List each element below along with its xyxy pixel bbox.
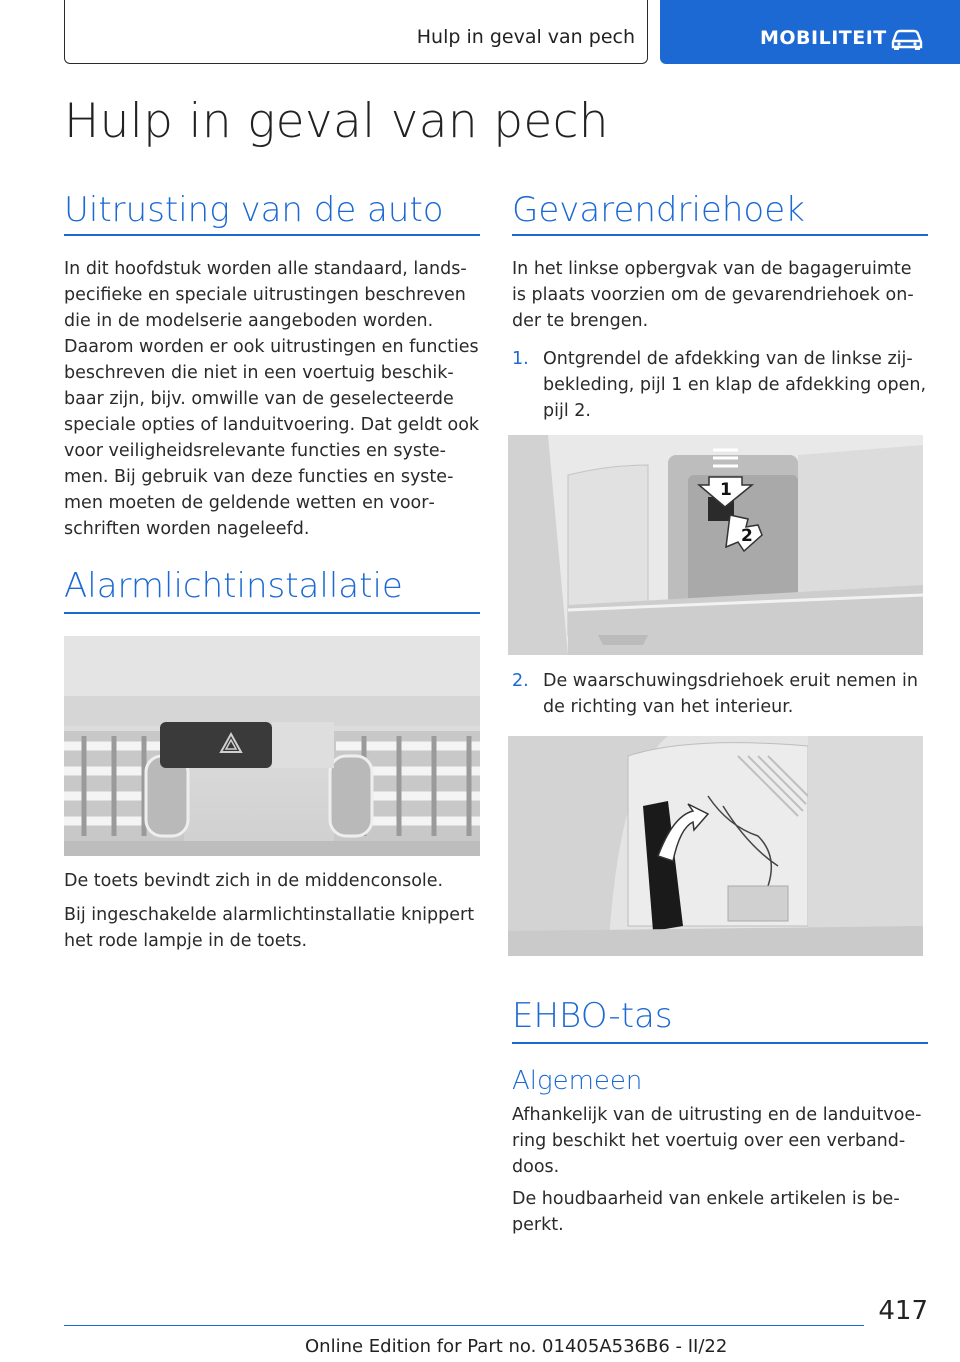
hazard-text-2: Bij ingeschakelde alarmlichtinstallatie knippert het rode lampje in de toets. [64,905,475,951]
equipment-body: In dit hoofdstuk worden alle standaard, landspecifieke en speciale uitrustingen beschreven die in de modelserie aangeboden worden. Daarom worden er ook uitrustingen en functies beschreven die niet in een voertuig beschikbaar zijn, bijv. omwille van de geselecteerde speciale opties of landuitvoering. Dat geldt ook voor veiligheidsrelevante functies en systemen. Bij gebruik van deze functies en systemen moeten de geldende wetten en voorschriften worden nageleefd. [64,259,480,539]
triangle-removal-photo [508,736,923,956]
first-aid-text-1: Afhankelijk van de uitrusting en de landuitvoering beschikt het voertuig over een verbanddoos. [512,1105,922,1177]
hazard-text-1: De toets bevindt zich in de middenconsole. [64,871,444,891]
hazard-button-photo [64,636,480,856]
heading-first-aid: EHBO-tas [512,996,673,1036]
edition-note: Online Edition for Part no. 01405A536B6 - II/22 [305,1336,728,1357]
breadcrumb: Hulp in geval van pech [416,26,635,48]
heading-hazard: Alarmlichtinstallatie [64,566,403,606]
footer-rule [64,1325,864,1326]
heading-rule [64,234,480,236]
triangle-intro: In het linkse opbergvak van de bagageruimte is plaats voorzien om de gevarendriehoek onder te brengen. [512,259,914,331]
section-tab [660,0,960,64]
step-text: Ontgrendel de afdekking van de linkse zijbekleding, pijl 1 en klap de afdekking open, pijl 2. [543,349,927,421]
header-breadcrumb-tab [64,0,648,64]
step-number: 2. [512,671,529,691]
page-number: 417 [878,1296,928,1326]
step-text: De waarschuwingsdriehoek eruit nemen in de richting van het interieur. [543,671,918,717]
heading-rule [512,1042,928,1044]
heading-rule [64,612,480,614]
page-title: Hulp in geval van pech [64,94,609,149]
heading-rule [512,234,928,236]
heading-equipment: Uitrusting van de auto [64,190,444,230]
arrow-label-2: 2 [741,526,753,546]
step-number: 1. [512,349,529,369]
equipment-paragraph [64,256,480,542]
section-label: MOBILITEIT [760,27,887,49]
step-2 [512,668,928,724]
subheading-general: Algemeen [512,1066,643,1096]
step-1 [512,346,928,426]
arrow-label-1: 1 [720,480,732,500]
trunk-cover-photo [508,435,923,655]
first-aid-text-2: De houdbaarheid van enkele artikelen is beperkt. [512,1189,900,1235]
car-icon [890,27,924,51]
heading-triangle: Gevarendriehoek [512,190,805,230]
